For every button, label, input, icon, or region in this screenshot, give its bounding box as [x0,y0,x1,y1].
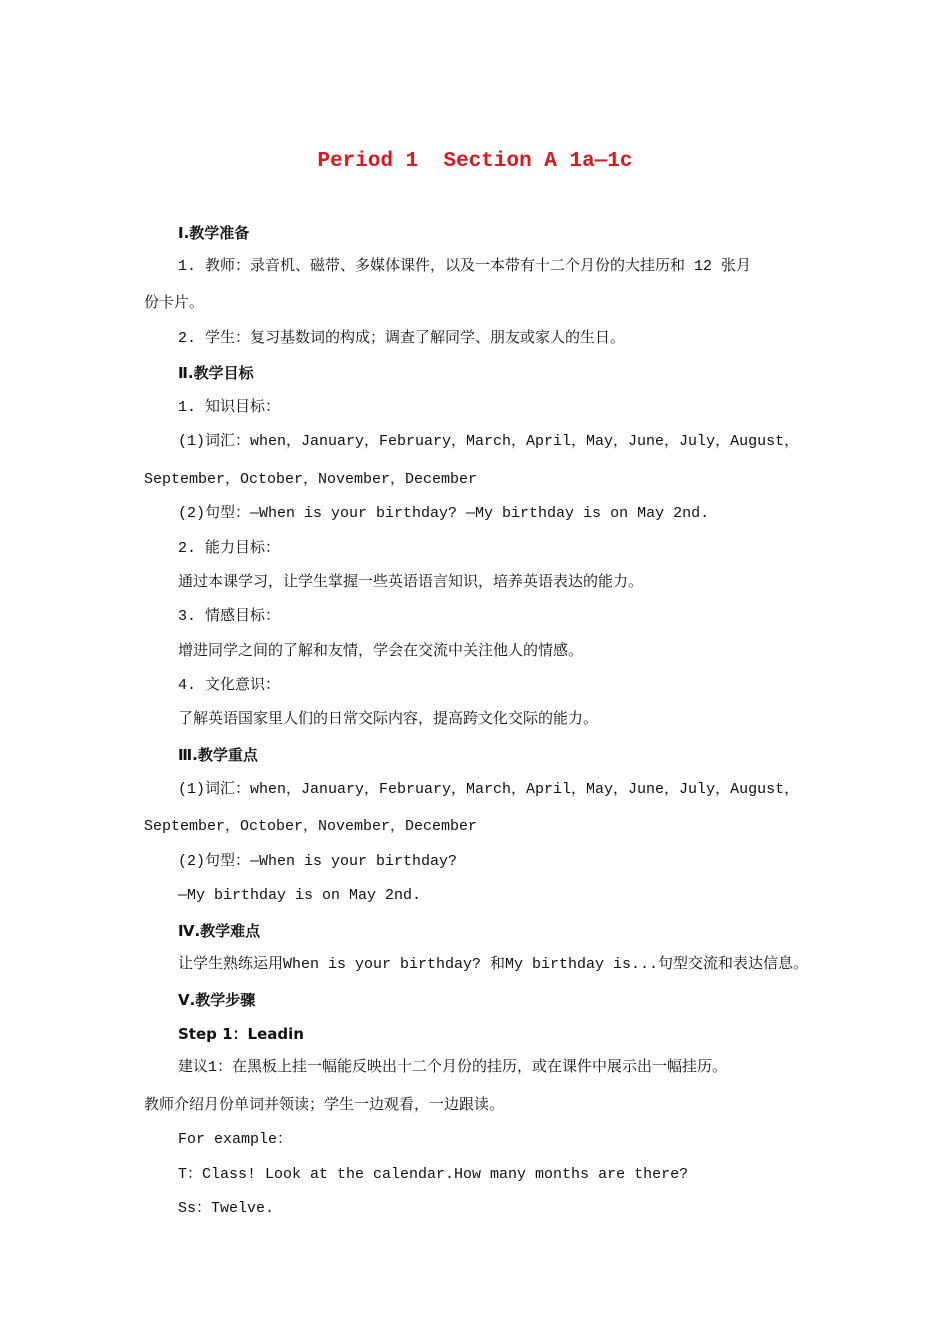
paragraph: 教师介绍月份单词并领读；学生一边观看，一边跟读。 [144,1097,505,1114]
section-heading-3: Ⅲ.教学重点 [178,746,258,764]
paragraph: (2)句型：—When is your birthday? [178,853,458,870]
paragraph: 建议1：在黑板上挂一幅能反映出十二个月份的挂历，或在课件中展示出一幅挂历。 [178,1059,728,1076]
paragraph: 2. 学生：复习基数词的构成；调查了解同学、朋友或家人的生日。 [178,330,626,347]
step-heading: Step 1：Leadin [178,1025,304,1043]
paragraph: September，October，November，December [144,471,478,488]
paragraph: 份卡片。 [144,295,205,312]
paragraph: 1. 教师：录音机、磁带、多媒体课件，以及一本带有十二个月份的大挂历和 12 张月 [178,258,752,275]
section-heading-2: Ⅱ.教学目标 [178,364,254,382]
paragraph: 让学生熟练运用When is your birthday? 和My birthday is...句型交流和表达信息。 [178,956,809,973]
section-heading-4: Ⅳ.教学难点 [178,922,261,940]
paragraph: —My birthday is on May 2nd. [178,887,422,904]
paragraph: 2. 能力目标： [178,540,281,557]
paragraph: 了解英语国家里人们的日常交际内容，提高跨文化交际的能力。 [178,711,599,728]
paragraph: September，October，November，December [144,818,478,835]
paragraph: 1. 知识目标： [178,399,281,416]
paragraph: (1)词汇：when，January，February，March，April，May，June，July，August， [178,781,800,798]
section-heading-1: Ⅰ.教学准备 [178,224,250,242]
paragraph: 通过本课学习，让学生掌握一些英语语言知识，培养英语表达的能力。 [178,574,644,591]
paragraph: For example： [178,1131,293,1148]
paragraph: Ss：Twelve. [178,1200,275,1217]
paragraph: 3. 情感目标： [178,608,281,625]
paragraph: 增进同学之间的了解和友情，学会在交流中关注他人的情感。 [178,643,584,660]
paragraph: (2)句型：—When is your birthday? —My birthday is on May 2nd. [178,505,710,522]
section-heading-5: Ⅴ.教学步骤 [178,991,256,1009]
paragraph: 4. 文化意识： [178,677,281,694]
paragraph: (1)词汇：when，January，February，March，April，May，June，July，August， [178,433,800,450]
paragraph: T：Class! Look at the calendar.How many months are there? [178,1166,689,1183]
document-title: Period 1 Section A 1a—1c [317,150,633,173]
